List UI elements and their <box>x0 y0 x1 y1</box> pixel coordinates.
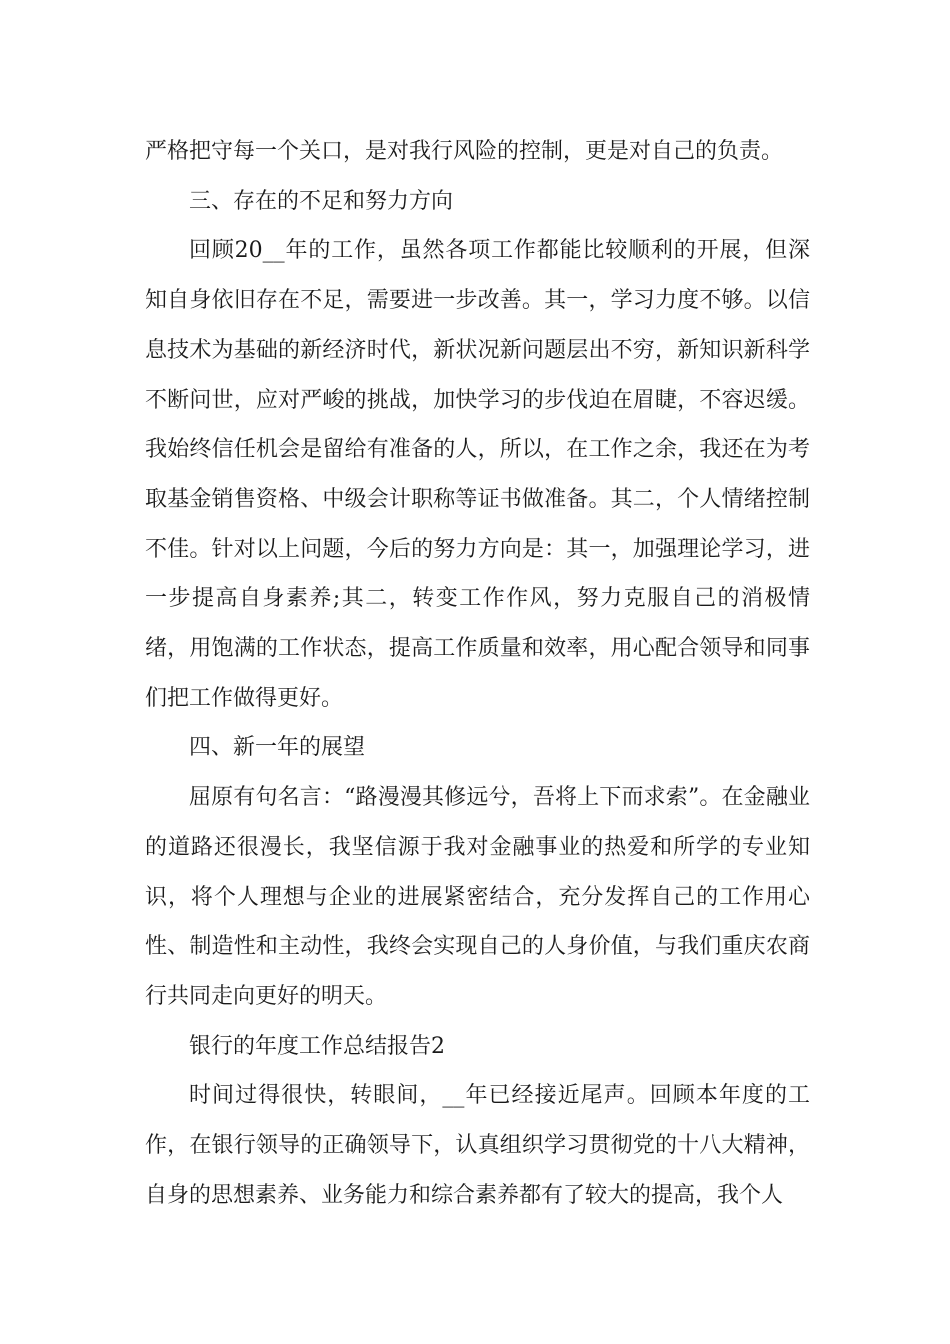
paragraph-continuation: 严格把守每一个关口，是对我行风险的控制，更是对自己的负责。 <box>145 139 784 164</box>
section-heading-shortcomings: 三、存在的不足和努力方向 <box>189 188 454 214</box>
document-body <box>145 127 810 1220</box>
section-heading-outlook: 四、新一年的展望 <box>189 735 366 761</box>
paragraph-outlook: 屈原有句名言：“路漫漫其修远兮，吾将上下而求索”。在金融业的道路还很漫长，我坚信源于我对金融事业的热爱和所学的专业知识，将个人理想与企业的进展紧密结合，充分发挥自己的工作用心性、制造性和主动性，我终会实现自己的人身价值，与我们重庆农商行共同走向更好的明天。 <box>145 785 810 1009</box>
paragraph-report-2-intro: 时间过得很快，转眼间，__年已经接近尾声。回顾本年度的工作，在银行领导的正确领导下，认真组织学习贯彻党的十八大精神，自身的思想素养、业务能力和综合素养都有了较大的提高，我个人 <box>145 1083 810 1208</box>
paragraph-review: 回顾20__年的工作，虽然各项工作都能比较顺利的开展，但深知自身依旧存在不足，需要进一步改善。其一，学习力度不够。以信息技术为基础的新经济时代，新状况新问题层出不穷，新知识新科学不断问世，应对严峻的挑战，加快学习的步伐迫在眉睫，不容迟缓。我始终信任机会是留给有准备的人，所以，在工作之余，我还在为考取基金销售资格、中级会计职称等证书做准备。其二，个人情绪控制不佳。针对以上问题，今后的努力方向是：其一，加强理论学习，进一步提高自身素养;其二，转变工作作风，努力克服自己的消极情绪，用饱满的工作状态，提高工作质量和效率，用心配合领导和同事们把工作做得更好。 <box>145 238 810 711</box>
report-title-2: 银行的年度工作总结报告2 <box>189 1033 445 1059</box>
